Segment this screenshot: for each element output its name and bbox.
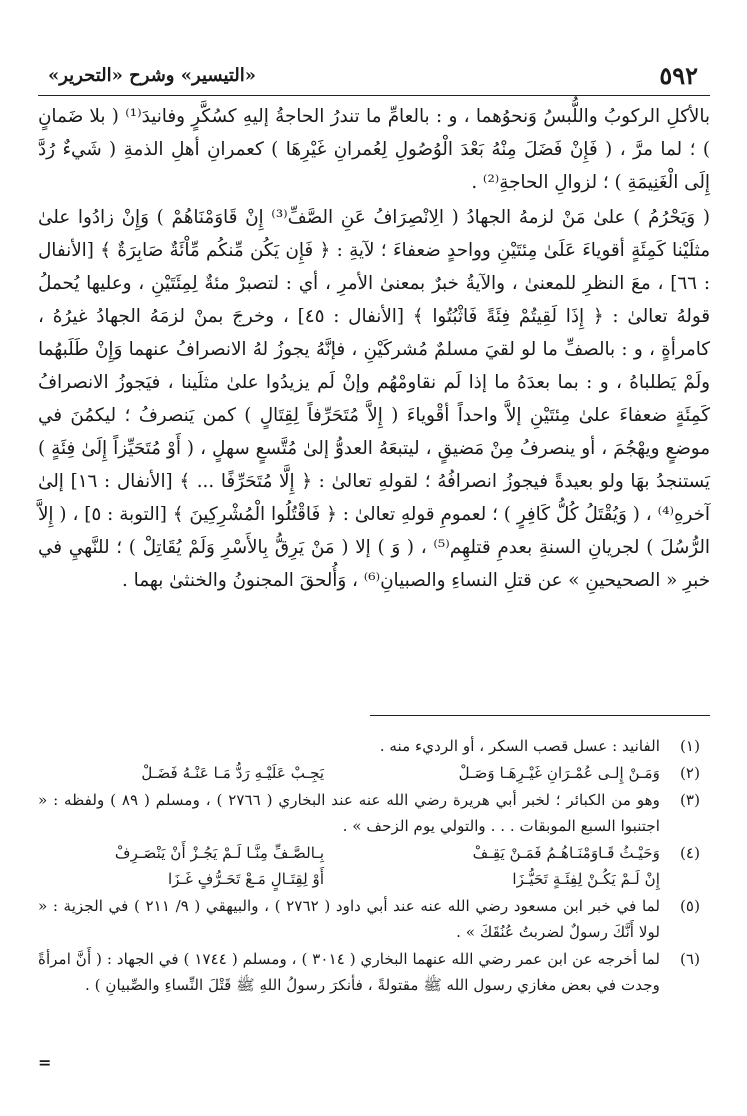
verse-hemistich: إِنْ لَـمْ يَكُـنْ لِفِئَـةٍ تَحَيُّـزَا (512, 870, 660, 888)
footnote-text: لما أخرجه عن ابن عمر رضي الله عنهما البخاري ( ٣٠١٤ ) ، ومسلم ( ١٧٤٤ ) في الجهاد : ( أَنَّ امرأةً وجدت في بعض مغازي رسول الله ﷺ مقتولةً ، فأنكرَ رسولُ اللهِ ﷺ قَتْلَ النِّساءِ والصِّبيانِ ) . (38, 950, 660, 994)
verse-hemistich: وَحَيْـثُ قَـاوَمْنَـاهُـمُ فَمَـنْ يَقِـفْ (472, 844, 660, 862)
verse-hemistich: أَوْ لِقِتَـالٍ مَـعْ تَحَـرُّفٍ غَـزَا (167, 870, 325, 888)
footnote-4 (38, 840, 710, 892)
footnote-divider (370, 715, 710, 716)
footnote-number: (١) (679, 737, 700, 755)
footnote-1 (38, 733, 710, 759)
footnote-number: (٣) (679, 791, 700, 809)
verse-hemistich: بِـالصَّـفِّ مِنَّـا لَـمْ يَجُـزْ أَنْ يَنْصَـرِفْ (114, 844, 325, 862)
footnote-3 (38, 787, 710, 839)
verse-hemistich: وَمَـنْ إِلـى عُمْـرَانِ غَيْـرِهَـا وَصَـلْ (458, 764, 660, 782)
verse-line (38, 866, 660, 892)
verse-hemistich: يَجِـبْ عَلَيْـهِ رَدُّ مَـا عَنْـهُ فَضَـلْ (141, 764, 325, 782)
footnotes (38, 733, 710, 999)
paragraph-1: بالأكلِ الركوبُ واللُّبسُ وَنحوُهما ، و : بالعامِّ ما تندرُ الحاجةُ إليهِ كسُكَّرٍ وفانيدَ⁽¹⁾ ( بلا ضَمانٍ ) ؛ لما مرَّ ، ( فَإِنْ فَضَلَ مِنْهُ بَعْدَ الْوُصُولِ لِعُمرانِ غَيْرِهَا ) كعمرانِ أهلِ الذمةِ ( شَيءٌ رُدَّ إِلَى الْغَنِيمَةِ ) ؛ لزوالِ الحاجةِ⁽²⁾ . (38, 106, 711, 193)
page-header (38, 55, 710, 96)
footnote-2 (38, 760, 710, 786)
footnote-number: (٤) (679, 844, 700, 862)
book-page (38, 0, 710, 1116)
paragraph-2: ( وَيَحْرُمُ ) علىٰ مَنْ لزمهُ الجهادُ ( الِانْصِرَافُ عَنِ الصَّفِّ⁽³⁾ إِنْ قَاوَمْنَاهُمْ ) وَإِنْ زادُوا علىٰ مثلَيْنا كَمِئَةٍ أقوياءَ عَلَىٰ مِئتَيْنِ وواحدٍ ضعفاءَ ؛ لآيةِ : ﴿ فَإِن يَكُن مِّنكُم مِّاْئَةٌ صَابِرَةٌ ﴾ [الأنفال : ٦٦] ، معَ النظرِ للمعنىٰ ، والآيةُ خبرٌ بمعنىٰ الأمرِ ، أي : لتصبرْ مئةٌ لِمِئَتَيْنِ ، وعليها يُحملُ قولهُ تعالىٰ : ﴿ إِذَا لَقِيتُمْ فِئَةً فَاثْبُتُوا ﴾ [الأنفال : ٤٥] ، وخرجَ بمنْ لزمَهُ الجهادُ غيرُهُ ، كامرأةٍ ، و : بالصفِّ ما لو لقيَ مسلمٌ مُشركَيْنِ ، فإنَّهُ يجوزُ لهُ الانصرافُ عنهما وَإِنْ طَلَبهُما ولَمْ يَطلباهُ ، و : بما بعدَهُ ما إذا لَم نقاومْهُم وإنْ لَم يزيدُوا علىٰ مثلَينا ، فيَجوزُ الانصرافُ كَمِئَةٍ ضعفاءَ علىٰ مِئتَيْنِ إلاَّ واحداً أقْوياءَ ( إِلاَّ مُتَحَرِّفاً لِقِتَالٍ ) كمن يَنصرفُ ؛ ليكمُنَ في موضعٍ ويهْجُمَ ، أو ينصرفُ مِنْ مَضيقٍ ، ليتبعَهُ العدوُّ إلىٰ مُتَّسعٍ سهلٍ ، ( أَوْ مُتَحَيِّزاً إِلَىٰ فِئَةٍ ) يَستنجدُ بهَا ولو بعيدةً فيجوزُ انصرافُهُ ؛ لقولهِ تعالىٰ : ﴿ إِلَّا مُتَحَرِّفًا ... ﴾ [الأنفال : ١٦] إلىٰ آخرهِ⁽⁴⁾ ، ( وَيُقْتَلُ كُلُّ كَافِرٍ ) ؛ لعمومِ قولهِ تعالىٰ : ﴿ فَاقْتُلُوا الْمُشْرِكِينَ ﴾ [التوبة : ٥] ، ( إِلاَّ الرُّسُلَ ) لجريانِ السنةِ بعدمِ قتلهِم⁽⁵⁾ ، ( وَ ) إلا ( مَنْ يَرِقُّ بِالأَسْرِ وَلَمْ يُقَاتِلْ ) ؛ للنَّهيِ في خبرِ « الصحيحينِ » عن قتلِ النساءِ والصبيانِ⁽⁶⁾ ، وَأُلحقَ المجنونُ والخنثىٰ بهما . (38, 207, 710, 591)
footnote-number: (٢) (679, 764, 700, 782)
footnote-number: (٦) (679, 950, 700, 968)
verse-line (38, 760, 660, 786)
verse-line (38, 840, 660, 866)
running-title: «التيسير» وشرح «التحرير» (48, 65, 257, 86)
footnote-5 (38, 893, 710, 945)
main-text (38, 100, 710, 597)
footnote-number: (٥) (679, 897, 700, 915)
margin-mark: = (38, 1053, 52, 1072)
footnote-text: لما في خبر ابن مسعود رضي الله عنه عند أبي داود ( ٢٧٦٢ ) ، والبيهقي ( ٩/ ٢١١ ) في الجزية : « لولا أَنَّكَ رسولٌ لضربتُ عُنُقَكَ » . (38, 897, 660, 941)
footnote-6 (38, 946, 710, 998)
footnote-text: الفانيد : عسل قصب السكر ، أو الرديء منه . (379, 737, 660, 755)
footnote-text: وهو من الكبائر ؛ لخبر أبي هريرة رضي الله عنه عند البخاري ( ٢٧٦٦ ) ، ومسلم ( ٨٩ ) ولفظه : « اجتنبوا السبع الموبقات . . . والتولي يوم الزحف » . (38, 791, 661, 835)
page-number: ٥٩٢ (659, 61, 698, 90)
